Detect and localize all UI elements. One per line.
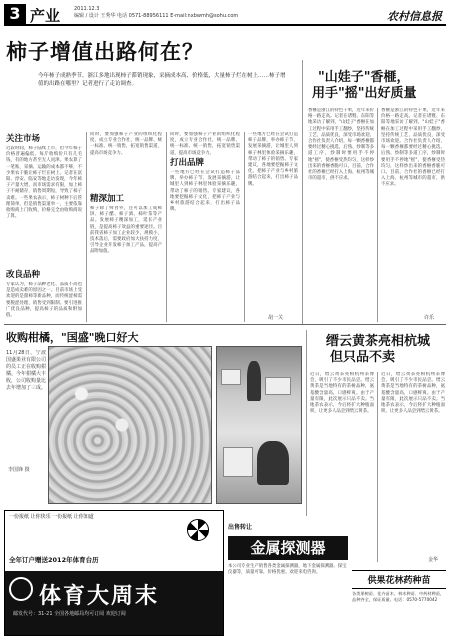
photo-caption: 11月28日，宁波国盛果业有限公司的员工正在收购柑橘。今年柑橘大丰收，公司收购量比去年增加了三成。 bbox=[6, 350, 46, 391]
header-meta bbox=[74, 6, 238, 20]
subhead-market: 关注市场 bbox=[6, 134, 41, 144]
right-column-2: 香榧是浙江的特色干果，近年来价格一路走高。记者在诸暨、东阳等地采访了解到，"山娃子"香榧在加工过程中采用手工翻炒，坚持传统工艺，品质优良，深受市场欢迎。合作社负责人介绍，每一颗香榧都要经过精心挑选、后熟、炒制等多道工序，炒制时要用手不停地"摇"，使香榧受热均匀，这样炒出来的香榧香脆可口。目前，合作社的香榧已经打入上海、杭州等城市的超市，供不应求。 bbox=[381, 108, 445, 188]
oranges-photo bbox=[48, 346, 212, 504]
ad-label: 出售转让 bbox=[228, 524, 253, 531]
ad-band bbox=[5, 571, 223, 635]
column-rule bbox=[244, 132, 245, 322]
main-headline: 柿子增值出路何在？ bbox=[6, 40, 204, 64]
ad-body: 各类果树苗、花卉苗木、林木种苗、中药材种苗，品种齐全，保证质量。电话：0570-5770042 bbox=[352, 591, 445, 602]
ad-slogan: 一份报纸 让你快乐 一份报纸 让你知道 bbox=[9, 514, 94, 520]
bottom-headline-2: 但只品不卖 bbox=[330, 350, 396, 365]
section-title: 产业 bbox=[30, 7, 61, 25]
main-deck: 今年柿子成熟季节，浙江多地出现柿子滞销现象，采摘成本高、价格低，大量柿子烂在树上……柿子增值的出路在哪里？记者进行了走访调查。 bbox=[38, 73, 286, 87]
ad-promo: 全年订户赠送2012年体育台历 bbox=[9, 556, 99, 564]
byline: 胡一关 bbox=[268, 315, 284, 321]
column-1b-text: 专家认为，柿子品种老化、品质不高也是造成卖难的原因之一。目前市场上受欢迎的是甜柿等新品种，而传统涩柿需要脱涩处理，销售受到限制。要引进推广优良品种，提高柿子的品质和附加值。 bbox=[6, 282, 82, 319]
editor-contact: 编辑 / 设计 王秀华 电话 0571-88956111 E-mail:nxbwmh@sohu.com bbox=[74, 13, 239, 19]
worker-figure bbox=[247, 361, 261, 401]
column-4-text: 一些地方已经在尝试打造柿子品牌，举办柿子节，发展采摘游，让城里人到柿子林里体验采摘乐趣，带动了柿子的销售。专家建议，各地要挖掘柿子文化，把柿子产业与乡村旅游结合起来，打出柿子品牌。 bbox=[248, 132, 298, 187]
sports-weekly-ad bbox=[4, 510, 224, 636]
page-header bbox=[4, 4, 446, 26]
column-rule bbox=[166, 132, 167, 322]
section-divider bbox=[4, 324, 446, 325]
photo-headline: 收购柑橘，"国盛"晚口好大 bbox=[6, 331, 139, 344]
seedling-ad bbox=[352, 570, 446, 636]
masthead: 农村信息报 bbox=[387, 10, 442, 23]
logo-icon bbox=[9, 577, 33, 601]
right-column-1: 香榧是浙江的特色干果，近年来价格一路走高。记者在诸暨、东阳等地采访了解到，"山娃子"香榧在加工过程中采用手工翻炒，坚持传统工艺，品质优良，深受市场欢迎。合作社负责人介绍，每一颗香榧都要经过精心挑选、后熟、炒制等多道工序，炒制时要用手不停地"摇"，使香榧受热均匀，这样炒出来的香榧香脆可口。目前，合作社的香榧已经打入上海、杭州等城市的超市，供不应求。 bbox=[308, 108, 374, 182]
subhead-processing: 精深加工 bbox=[90, 194, 125, 204]
crate-shape bbox=[223, 447, 253, 477]
metal-detector-ad bbox=[228, 522, 348, 636]
column-2-text: 柿子除了鲜食外，还可以加工成柿饼、柿子醋、柿子酒、柿叶茶等产品。发展柿子精深加工，延长产业链，是提高柿子效益的重要途径。目前我省柿子加工企业较少，规模小，技术落后，需要政府加大扶持力度，引导企业开发柿子加工产品，提高产品附加值。 bbox=[90, 206, 162, 255]
harvest-photo bbox=[216, 346, 302, 504]
column-3a-text: 同时，要加强柿子产业的组织化程度，成立专业合作社，统一品牌、统一标准、统一销售，拓宽销售渠道，提高市场竞争力。 bbox=[170, 132, 240, 156]
column-rule bbox=[302, 60, 303, 324]
bottom-column-2: 近日，缙云黄茶亮相杭州茶博会，吸引了不少市民品尝。缙云黄茶是当地特有的茶树品种，氨基酸含量高，口感鲜爽。由于产量有限，此次展示只品不卖。当地茶农表示，今后将扩大种植面积，让更多人品尝到缙云黄茶。 bbox=[381, 372, 445, 415]
crate-shape bbox=[265, 377, 291, 395]
column-2a-text: 同时，要加强柿子产业的组织化程度，成立专业合作社，统一品牌、统一标准、统一销售，拓宽销售渠道，提高市场竞争力。 bbox=[90, 132, 162, 156]
column-3-text: 一些地方已经在尝试打造柿子品牌，举办柿子节，发展采摘游，让城里人到柿子林里体验采摘乐趣，带动了柿子的销售。专家建议，各地要挖掘柿子文化，把柿子产业与乡村旅游结合起来，打出柿子品牌。 bbox=[170, 170, 240, 213]
issue-date: 2011.12.3 bbox=[74, 6, 100, 12]
ad-body: 本公司专业生产销售各类金属探测器，地下金属探测器、探宝仪器等，质量可靠，价格优惠。欢迎来电咨询。 bbox=[228, 564, 347, 575]
bottom-column-1: 近日，缙云黄茶亮相杭州茶博会，吸引了不少市民品尝。缙云黄茶是当地特有的茶树品种，氨基酸含量高，口感鲜爽。由于产量有限，此次展示只品不卖。当地茶农表示，今后将扩大种植面积，让更多人品尝到缙云黄茶。 bbox=[310, 372, 374, 415]
bottom-author: 金华 bbox=[428, 557, 439, 563]
ad-subtext: 邮发代号：31-21 全国各地邮局均可订阅 欢迎订阅 bbox=[13, 611, 126, 617]
ad-title: 体育大周末 bbox=[39, 584, 160, 609]
soccer-ball-icon bbox=[187, 519, 209, 541]
right-headline-1: "山娃子"香榧， bbox=[318, 70, 410, 85]
column-rule bbox=[377, 108, 378, 322]
subhead-variety: 改良品种 bbox=[6, 270, 41, 280]
ad-title: 供果花林药种苗 bbox=[352, 570, 446, 589]
right-author: 许乐 bbox=[424, 315, 435, 321]
ad-title: 金属探测器 bbox=[228, 536, 348, 560]
right-headline-2: 用手"摇"出好质量 bbox=[312, 86, 417, 101]
crate-shape bbox=[221, 369, 241, 385]
column-rule bbox=[86, 132, 87, 322]
bottom-headline-1: 缙云黄茶亮相杭城 bbox=[326, 334, 431, 349]
photo-credit: 李国锋 摄 bbox=[8, 467, 30, 473]
column-rule bbox=[377, 372, 378, 562]
column-rule bbox=[306, 330, 307, 516]
worker-figure bbox=[257, 441, 289, 485]
subhead-brand: 打出品牌 bbox=[170, 158, 205, 168]
column-1-text: 近段时间，柿子陆续上市，但今年柿子价格普遍偏低，每斤收购价只有几毛钱，有的地方甚至无人问津。果农算了一笔账，采摘、运输的成本都不够，不少果农干脆让柿子烂在树上。记者在富阳、淳安、临安等地走访发现，今年柿子产量大增，而市场需求有限，加上柿子不耐储存，销售周期短，导致了柿子卖难。一些果农表示，柿子树种下后管理简单，但是销售渠道单一，主要依靠收购商上门收购，价格完全由收购商说了算。 bbox=[6, 146, 82, 220]
page-number: 3 bbox=[4, 4, 26, 24]
